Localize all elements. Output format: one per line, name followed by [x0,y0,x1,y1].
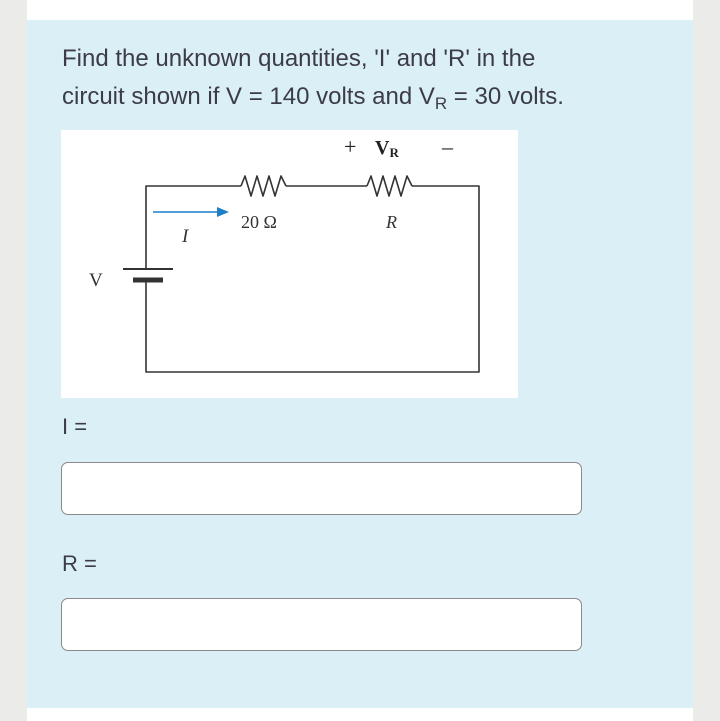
wire-right [146,186,479,372]
question-line-2: circuit shown if V = 140 volts and $V_R = 30$ volts. [62,83,564,113]
resistor-r [367,176,412,196]
wire-top-left [146,186,241,224]
top-strip [27,0,693,20]
question-line-1: Find the unknown quantities, 'I' and 'R' in the [62,45,536,72]
bottom-strip [27,708,693,721]
vr-plus-sign: + [344,134,357,159]
resistor-20-ohm-label: 20 Ω [241,212,277,232]
question-text [62,40,662,116]
current-label: I [182,226,189,247]
current-answer-label: I = [62,414,88,439]
vr-minus-sign: – [442,134,453,159]
resistance-answer-label: R = [62,551,97,576]
resistance-answer-input[interactable] [61,598,582,651]
current-answer-input[interactable] [61,462,582,515]
resistor-r-label: R [386,212,397,232]
resistor-20-ohm [241,176,286,196]
circuit-diagram [61,130,518,398]
vr-label: VR [375,137,399,160]
current-arrow-head [217,207,229,217]
circuit-svg [61,130,518,398]
source-voltage-label: V [89,270,103,291]
